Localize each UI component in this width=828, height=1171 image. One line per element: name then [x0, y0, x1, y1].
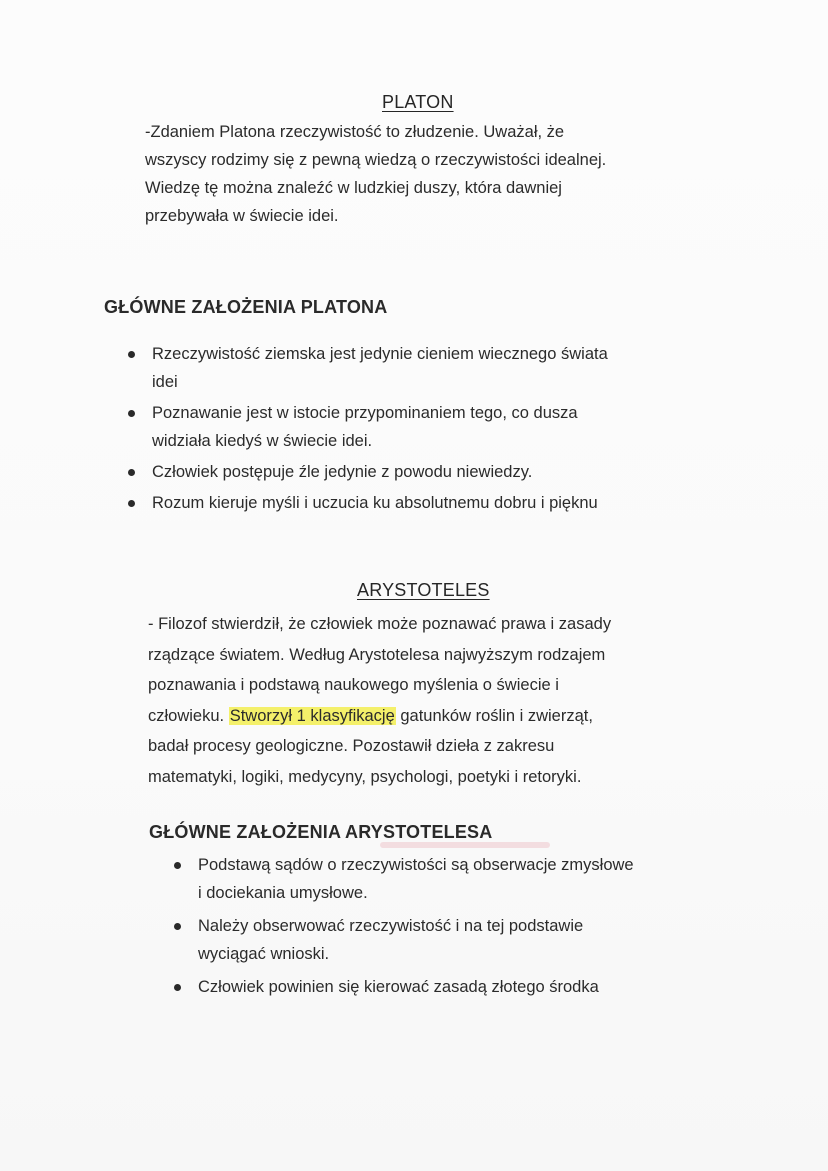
arystoteles-paragraph-line: poznawania i podstawą naukowego myślenia o świecie i	[148, 676, 559, 694]
bullet-icon	[174, 923, 181, 930]
list-item-line: widziała kiedyś w świecie idei.	[152, 432, 373, 450]
arystoteles-title: ARYSTOTELES	[357, 580, 490, 600]
platon-paragraph-line: wszyscy rodzimy się z pewną wiedzą o rzeczywistości idealnej.	[145, 151, 607, 169]
list-item-line: Rozum kieruje myśli i uczucia ku absolutnemu dobru i pięknu	[152, 494, 598, 512]
list-item	[174, 912, 634, 968]
list-item	[128, 458, 608, 486]
arystoteles-paragraph-line: badał procesy geologiczne. Pozostawił dzieła z zakresu	[148, 737, 555, 755]
list-item-line: Człowiek powinien się kierować zasadą złotego środka	[198, 978, 599, 996]
arystoteles-paragraph-line: matematyki, logiki, medycyny, psychologi, poetyki i retoryki.	[148, 767, 582, 786]
bullet-icon	[128, 469, 135, 476]
list-item	[128, 399, 608, 455]
list-item-line: Podstawą sądów o rzeczywistości są obserwacje zmysłowe	[198, 856, 634, 874]
arystoteles-paragraph-line: - Filozof stwierdził, że człowiek może poznawać prawa i zasady	[148, 615, 612, 633]
list-item-line: wyciągać wnioski.	[198, 945, 330, 963]
arystoteles-paragraph-line	[148, 701, 611, 732]
list-item-line: Rzeczywistość ziemska jest jedynie cieniem wiecznego świata	[152, 345, 608, 363]
platon-assumptions-heading: GŁÓWNE ZAŁOŻENIA PLATONA	[104, 297, 388, 317]
platon-title: PLATON	[382, 92, 454, 112]
arystoteles-assumptions-list	[174, 851, 634, 1004]
arystoteles-line-start: człowieku.	[148, 706, 225, 725]
list-item	[128, 489, 608, 517]
list-item-line: Poznawanie jest w istocie przypominaniem tego, co dusza	[152, 404, 578, 422]
list-item-line: Należy obserwować rzeczywistość i na tej podstawie	[198, 917, 584, 935]
bullet-icon	[128, 500, 135, 507]
platon-paragraph	[145, 118, 606, 230]
platon-paragraph-line: przebywała w świecie idei.	[145, 207, 339, 225]
list-item-line: i dociekania umysłowe.	[198, 884, 368, 902]
arystoteles-paragraph-line: rządzące światem. Według Arystotelesa najwyższym rodzajem	[148, 645, 606, 664]
arystoteles-paragraph	[148, 609, 611, 792]
list-item-line: idei	[152, 373, 178, 391]
bullet-icon	[128, 351, 135, 358]
bullet-icon	[174, 984, 181, 991]
list-item-line: Człowiek postępuje źle jedynie z powodu niewiedzy.	[152, 463, 533, 481]
arystoteles-assumptions-heading: GŁÓWNE ZAŁOŻENIA ARYSTOTELESA	[149, 822, 493, 842]
bullet-icon	[128, 410, 135, 417]
platon-paragraph-line: -Zdaniem Platona rzeczywistość to złudzenie. Uważał, że	[145, 123, 565, 141]
list-item	[174, 851, 634, 907]
list-item	[174, 973, 634, 1001]
platon-paragraph-line: Wiedzę tę można znaleźć w ludzkiej duszy, która dawniej	[145, 179, 562, 197]
arystoteles-line-rest: gatunków roślin i zwierząt,	[395, 706, 593, 725]
list-item	[128, 340, 608, 396]
platon-assumptions-list	[128, 340, 608, 520]
highlighted-text: Stworzył 1 klasyfikację	[229, 706, 395, 725]
bullet-icon	[174, 862, 181, 869]
